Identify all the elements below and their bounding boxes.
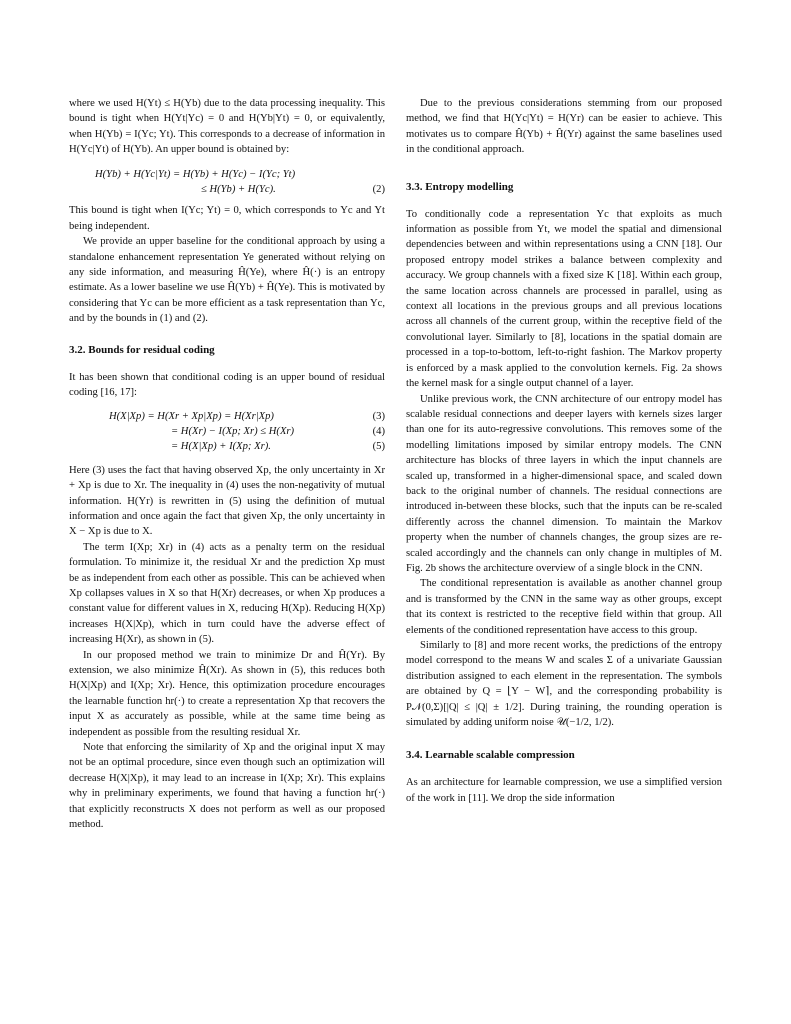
equations-3-5 [69, 409, 385, 455]
equation-line: H(Yb) + H(Yc|Yt) = H(Yb) + H(Yc) − I(Yc; Yt) [95, 168, 296, 180]
equation-number: (2) [372, 184, 385, 196]
right-column [406, 96, 722, 806]
equation-number: (4) [372, 425, 385, 437]
section-heading: 3.3. Entropy modelling [406, 180, 514, 193]
equation-2 [69, 167, 385, 198]
equation-line: = H(Xr) − I(Xp; Xr) ≤ H(Xr) [171, 425, 295, 437]
paragraph: Unlike previous work, the CNN architecture of our entropy model has scalable residual connections and deeper layers with kernels sizes larger than one for its auto-regressive convolutions. This removes some of the modelling limitations imposed by similar entropy models. The CNN architecture has blocks of three layers in which the input channels are scaled up, transformed in a higher-dimensional space, and scaled down back to the original number of channels. The residual connections are introduced in-between these blocks, such that the inputs can be re-scaled differently across the channel dimension. To maintain the Markov property when the number of channels changes, the group sizes are re-scaled accordingly and the channels can only change in multiples of M. Fig. 2b shows the architecture overview of a single block in the CNN. [406, 393, 722, 574]
section-heading: 3.2. Bounds for residual coding [69, 343, 215, 356]
paragraph: As an architecture for learnable compression, we use a simplified version of the work in [11]. We drop the side information [406, 777, 722, 804]
equation-line: ≤ H(Yb) + H(Yc). [201, 184, 276, 196]
paragraph: Here (3) uses the fact that having observed Xp, the only uncertainty in Xr + Xp is due to Xr. The inequality in (4) uses the non-negativity of mutual information. H(Yr) is rewritten in (5) using the definition of mutual information and once again the fact that given Xp, the only uncertainty in X − Xp is due to X. [69, 464, 385, 538]
section-heading: 3.4. Learnable scalable compression [406, 749, 575, 762]
paragraph: This bound is tight when I(Yc; Yt) = 0, which corresponds to Yc and Yt being independent. [69, 205, 385, 232]
equation-line: H(X|Xp) = H(Xr + Xp|Xp) = H(Xr|Xp) [109, 410, 274, 422]
paragraph: To conditionally code a representation Yc that exploits as much information as possible from Yt, we model the spatial and dimensional dependencies between and within representations using a CNN [18]. Our proposed entropy model strikes a balance between complexity and accuracy. We group channels with a fixed size K [18]. Within each group, the same location across channels are processed in parallel, using as context all locations in the previous groups and all previous locations across all channels of the current group, within the receptive field of the convolutional layer. Similarly to [8], locations in the spatial domain are processed in a top-to-bottom, left-to-right fashion. The Markov property is enforced by a mask applied to the convolution kernels. Fig. 2a shows the kernel mask for a single output channel of a layer. [406, 208, 722, 390]
paragraph: The term I(Xp; Xr) in (4) acts as a penalty term on the residual formulation. To minimize it, the residual Xr and the prediction Xp must be as independent from each other as possible. This can be achieved when Xp collapses values in X so that H(Xr) decreases, or when Xp produces a constant value for different values in X, reducing H(Xp). Reducing H(Xp) increases H(X|Xp), which in turn could have the adverse effect of increasing H(Xr), as shown in (5). [69, 541, 385, 646]
paragraph: It has been shown that conditional coding is an upper bound of residual coding [16, 17]: [69, 371, 385, 399]
paragraph: The conditional representation is available as another channel group and is transformed by the CNN in the same way as other groups, except that its context is restricted to the receptive field within that group. All elements of the conditioned representation have access to this group. [406, 578, 722, 636]
paragraph: where we used H(Yt) ≤ H(Yb) due to the data processing inequality. This bound is tight when H(Yt|Yc) = 0 and H(Yb|Yt) = 0, or equivalently, when H(Yb) = I(Yc; Yt). This corresponds to a decrease of information in H(Yc|Yt) of H(Yb). An upper bound is obtained by: [69, 98, 385, 156]
left-column [69, 96, 385, 832]
paragraph: Similarly to [8] and more recent works, the predictions of the entropy model correspond to the means W and scales Σ of a univariate Gaussian distribution assigned to each element in the representation. The symbols are obtained by Q = ⌊Y − W⌉, and the corresponding probability is P𝒩(0,Σ)[|Q| ≤ |Q| ± 1/2]. During training, the rounding operation is simulated by adding uniform noise 𝒰(−1/2, 1/2). [406, 640, 722, 729]
paragraph: We provide an upper baseline for the conditional approach by using a standalone enhancement representation Ye generated without relying on any side information, and measuring Ĥ(Ye), where Ĥ(·) is an entropy estimate. As a lower baseline we use Ĥ(Yb) + Ĥ(Ye). This is motivated by considering that Yc can be more efficient as a task representation than Yc, and by the bounds in (1) and (2). [69, 236, 385, 325]
equation-number: (5) [372, 441, 385, 453]
paragraph: In our proposed method we train to minimize Dr and Ĥ(Yr). By extension, we also minimize Ĥ(Xr). As shown in (5), this reduces both H(X|Xp) and I(Xp; Xr). Hence, this optimization procedure encourages the learnable function hr(·) to create a representation Xp that recovers the input X as accurately as possible, while at the same time being as independent as possible from the resulting residual Xr. [69, 649, 385, 738]
paragraph: Note that enforcing the similarity of Xp and the original input X may not be an optimal procedure, since even though such an optimization will decrease H(X|Xp), it may lead to an increase in I(Xp; Xr). This explains why in preliminary experiments, we found that having a function hr(·) that explicitly reconstructs X does not perform as well as our proposed method. [69, 742, 385, 831]
paragraph: Due to the previous considerations stemming from our proposed method, we find that H(Yc|Yt) = H(Yr) can be easier to achieve. This motivates us to compare Ĥ(Yb) + Ĥ(Yr) against the same baselines used in the conditional approach. [406, 98, 722, 156]
equation-number: (3) [372, 410, 385, 422]
equation-line: = H(X|Xp) + I(Xp; Xr). [171, 441, 271, 453]
